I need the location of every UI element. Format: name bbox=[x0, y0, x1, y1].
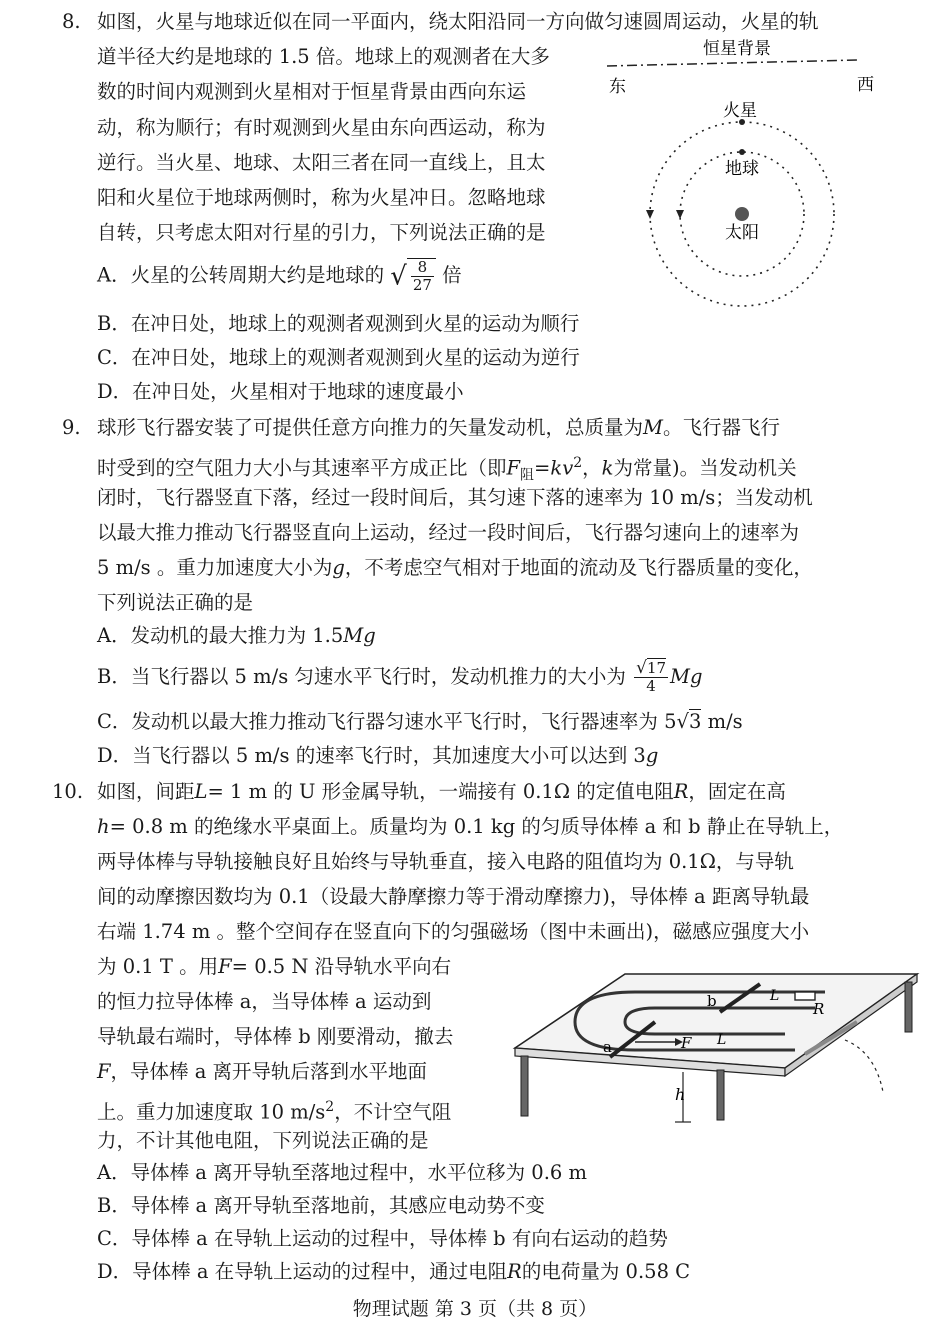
q9-option-b-mg: Mg bbox=[670, 665, 703, 688]
q9-drag-exponent: 2 bbox=[573, 455, 583, 471]
table-leg bbox=[717, 1070, 724, 1120]
q8-option-d: D．在冲日处，火星相对于地球的速度最小 bbox=[97, 380, 464, 403]
q10-option-d-end: 的电荷量为 0.58 C bbox=[521, 1260, 691, 1283]
q10-number: 10. bbox=[52, 780, 84, 803]
q10-line-9-text: ，导体棒 a 离开导轨后落到水平地面 bbox=[110, 1060, 428, 1083]
q9-option-d-text: D．当飞行器以 5 m/s 的速率飞行时，其加速度大小可以达到 3 bbox=[97, 744, 646, 767]
q10-line-6-end: = 0.5 N 沿导轨水平向右 bbox=[231, 955, 452, 978]
q8-line-1: 如图，火星与地球近似在同一平面内，绕太阳沿同一方向做匀速圆周运动，火星的轨 bbox=[97, 10, 819, 33]
q9-line-1-end: 。飞行器飞行 bbox=[662, 416, 780, 439]
q10-option-d-resistor: R bbox=[507, 1260, 522, 1283]
q10-line-9 bbox=[97, 1058, 427, 1086]
q9-option-c: C．发动机以最大推力推动飞行器匀速水平飞行时，飞行器速率为 5√3 m/s bbox=[97, 710, 743, 733]
q10-line-8: 导轨最右端时，导体棒 b 刚要滑动，撤去 bbox=[97, 1025, 454, 1048]
q10-line-1-end: ，固定在高 bbox=[688, 780, 786, 803]
q8-option-a bbox=[97, 258, 462, 294]
q10-option-d-text: D．导体棒 a 在导轨上运动的过程中，通过电阻 bbox=[97, 1260, 508, 1283]
q10-line-2 bbox=[97, 813, 843, 841]
fall-trajectory bbox=[845, 1040, 883, 1092]
earth-orbit-arrow bbox=[676, 210, 684, 219]
rod-a-label: a bbox=[603, 1038, 612, 1056]
height-label: h bbox=[675, 1085, 686, 1104]
q9-number: 9. bbox=[62, 416, 81, 439]
q9-drag-force-symbol: F bbox=[506, 456, 521, 480]
q10-unit-exponent: 2 bbox=[325, 1099, 335, 1115]
q8-option-a-denominator: 27 bbox=[412, 276, 432, 294]
q9-line-2-text: 时受到的空气阻力大小与其速率平方成正比（即 bbox=[97, 456, 507, 480]
sun-label: 太阳 bbox=[725, 223, 759, 243]
q8-line-6: 阳和火星位于地球两侧时，称为火星冲日。忽略地球 bbox=[97, 186, 546, 209]
q9-option-b-radicand: 17 bbox=[646, 659, 667, 677]
q9-option-b-fraction: $\frac{√17}{4}$ bbox=[636, 658, 667, 695]
mars-orbit-arrow bbox=[646, 210, 654, 219]
q10-line-3: 两导体棒与导轨接触良好且始终与导轨垂直，接入电路的阻值均为 0.1Ω，与导轨 bbox=[97, 850, 794, 873]
q9-option-c-unit: m/s bbox=[701, 710, 743, 733]
q10-resistor-symbol: R bbox=[673, 780, 689, 803]
q10-line-1-text: 如图，间距 bbox=[97, 780, 195, 803]
rod-b-label: b bbox=[707, 992, 717, 1010]
q9-option-b-denominator: 4 bbox=[646, 677, 656, 695]
q9-option-d-g: g bbox=[645, 744, 659, 767]
q9-option-a-mg: Mg bbox=[343, 624, 376, 647]
q9-option-b-text: B．当飞行器以 5 m/s 匀速水平飞行时，发动机推力的大小为 bbox=[97, 665, 626, 688]
q8-line-3: 数的时间内观测到火星相对于恒星背景由西向东运 bbox=[97, 80, 527, 103]
sun-dot bbox=[735, 207, 749, 221]
sqrt-fraction: √ $\frac{8}{27}$ bbox=[390, 258, 436, 294]
q9-line-3: 闭时，飞行器竖直下落，经过一段时间后，其匀速下落的速率为 10 m/s；当发动机 bbox=[97, 486, 813, 509]
q10-height-symbol: h bbox=[97, 815, 110, 838]
q10-force-symbol: F bbox=[218, 955, 232, 978]
table-leg bbox=[521, 1056, 528, 1116]
q10-option-b: B．导体棒 a 离开导轨至落地前，其感应电动势不变 bbox=[97, 1194, 545, 1217]
q10-line-6-text: 为 0.1 T 。用 bbox=[97, 955, 219, 978]
earth-label: 地球 bbox=[725, 159, 759, 179]
q10-line-4: 间的动摩擦因数均为 0.1（设最大静摩擦力等于滑动摩擦力)，导体棒 a 距离导轨最 bbox=[97, 885, 810, 908]
q8-line-5: 逆行。当火星、地球、太阳三者在同一直线上，且太 bbox=[97, 151, 546, 174]
q9-line-4: 以最大推力推动飞行器竖直向上运动，经过一段时间后，飞行器匀速向上的速率为 bbox=[97, 521, 800, 544]
q9-line-1-mass: M bbox=[643, 416, 663, 439]
q10-line-10-end: ，不计空气阻 bbox=[334, 1100, 452, 1124]
q9-gravity-symbol: g bbox=[332, 556, 345, 579]
q10-line-7: 的恒力拉导体棒 a，当导体棒 a 运动到 bbox=[97, 990, 432, 1013]
q9-line-6: 下列说法正确的是 bbox=[97, 591, 254, 614]
spacing-label: L bbox=[770, 988, 780, 1004]
q10-rail-figure bbox=[495, 962, 925, 1132]
q9-line-5 bbox=[97, 554, 813, 582]
force-label: F bbox=[681, 1034, 692, 1052]
earth-dot bbox=[739, 149, 745, 155]
q10-force-symbol-2: F bbox=[97, 1060, 111, 1083]
east-label: 东 bbox=[609, 77, 626, 97]
q9-option-a bbox=[97, 622, 376, 650]
table-leg bbox=[905, 982, 912, 1032]
q8-line-4: 动，称为顺行；有时观测到火星由东向西运动，称为 bbox=[97, 116, 546, 139]
q8-option-b: B．在冲日处，地球上的观测者观测到火星的运动为顺行 bbox=[97, 312, 580, 335]
q10-line-11: 力，不计其他电阻，下列说法正确的是 bbox=[97, 1129, 429, 1152]
q10-spacing-symbol: L bbox=[194, 780, 208, 803]
q8-line-2: 道半径大约是地球的 1.5 倍。地球上的观测者在大多 bbox=[97, 45, 550, 68]
q10-option-c: C．导体棒 a 在导轨上运动的过程中，导体棒 b 有向右运动的趋势 bbox=[97, 1227, 668, 1250]
q10-line-10-text: 上。重力加速度取 10 m/s bbox=[97, 1100, 326, 1124]
q9-constant-k: k bbox=[601, 456, 614, 480]
page-footer: 物理试题 第 3 页（共 8 页） bbox=[352, 1298, 598, 1320]
mars-label: 火星 bbox=[723, 101, 757, 121]
q10-line-10 bbox=[97, 1093, 451, 1127]
star-background-label: 恒星背景 bbox=[703, 39, 771, 59]
spacing-label-2: L bbox=[717, 1032, 727, 1048]
q9-line-2-end: 为常量)。当发动机关 bbox=[613, 456, 797, 480]
q8-orbit-figure bbox=[595, 36, 895, 316]
q9-line-5-text: 5 m/s 。重力加速度大小为 bbox=[97, 556, 333, 579]
q10-option-d bbox=[97, 1258, 690, 1286]
resistor bbox=[795, 992, 815, 1000]
q9-option-b bbox=[97, 660, 703, 695]
q8-option-a-text: A．火星的公转周期大约是地球的 bbox=[97, 263, 385, 287]
q8-option-a-numerator: 8 bbox=[411, 259, 434, 277]
star-background-line bbox=[607, 60, 857, 66]
west-label: 西 bbox=[857, 75, 874, 95]
q10-line-5: 右端 1.74 m 。整个空间存在竖直向下的匀强磁场（图中未画出)，磁感应强度大小 bbox=[97, 920, 810, 943]
q10-line-6 bbox=[97, 953, 451, 981]
q8-line-7: 自转，只考虑太阳对行星的引力，下列说法正确的是 bbox=[97, 221, 546, 244]
q9-option-c-text: C．发动机以最大推力推动飞行器匀速水平飞行时，飞行器速率为 5 bbox=[97, 710, 677, 733]
q10-line-1 bbox=[97, 778, 786, 806]
q9-line-1 bbox=[97, 414, 780, 442]
q10-option-a: A．导体棒 a 离开导轨至落地过程中，水平位移为 0.6 m bbox=[97, 1161, 588, 1184]
q8-option-c: C．在冲日处，地球上的观测者观测到火星的运动为逆行 bbox=[97, 346, 580, 369]
resistor-label: R bbox=[813, 1000, 825, 1018]
q9-line-2-comma: ， bbox=[582, 456, 602, 480]
q9-option-c-radicand: 3 bbox=[688, 710, 702, 733]
q9-option-d bbox=[97, 742, 658, 770]
q8-number: 8. bbox=[62, 10, 81, 33]
q9-line-5-end: ，不考虑空气相对于地面的流动及飞行器质量的变化， bbox=[344, 556, 813, 579]
q10-line-1-mid: = 1 m 的 U 形金属导轨，一端接有 0.1Ω 的定值电阻 bbox=[207, 780, 674, 803]
q8-option-a-tail: 倍 bbox=[442, 263, 462, 287]
q9-line-1-text: 球形飞行器安装了可提供任意方向推力的矢量发动机，总质量为 bbox=[97, 416, 644, 439]
q9-drag-subscript: 阻 bbox=[520, 467, 535, 484]
q9-drag-formula: =kv bbox=[534, 456, 574, 480]
q9-option-a-text: A．发动机的最大推力为 1.5 bbox=[97, 624, 344, 647]
q10-line-2-text: = 0.8 m 的绝缘水平桌面上。质量均为 0.1 kg 的匀质导体棒 a 和 b 静止在导轨上， bbox=[109, 815, 844, 838]
